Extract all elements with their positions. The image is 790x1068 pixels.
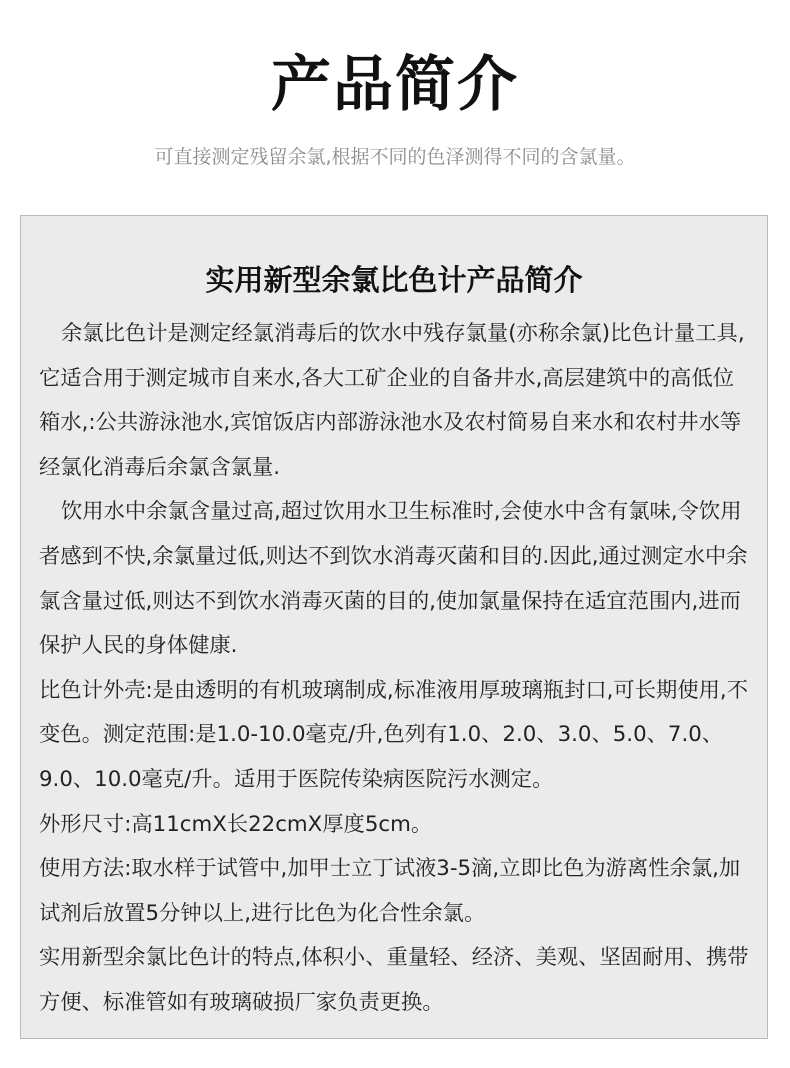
paragraph-features: 实用新型余氯比色计的特点,体积小、重量轻、经济、美观、坚固耐用、携带方便、标准管如有玻璃破损厂家负责更换。 — [39, 945, 749, 1015]
product-intro-card — [20, 215, 768, 1039]
card-content — [39, 312, 755, 1026]
card-title: 实用新型余氯比色计产品简介 — [205, 263, 583, 297]
paragraph-intro: 余氯比色计是测定经氯消毒后的饮水中残存氯量(亦称余氯)比色计量工具,它适合用于测定城市自来水,各大工矿企业的自备井水,高层建筑中的高低位箱水,:公共游泳池水,宾馆饭店内部游泳池水及农村简易自来水和农村井水等经氯化消毒后余氯含氯量. — [39, 321, 745, 480]
paragraph-health: 饮用水中余氯含量过高,超过饮用水卫生标准时,会使水中含有氯味,令饮用者感到不快,余氯量过低,则达不到饮水消毒灭菌和目的.因此,通过测定水中余氯含量过低,则达不到饮水消毒灭菌的目的,使加氯量保持在适宜范围内,进而保护人民的身体健康. — [39, 499, 748, 659]
page-subtitle: 可直接测定残留余氯,根据不同的色泽测得不同的含氯量。 — [154, 146, 636, 168]
paragraph-dimensions: 外形尺寸:高11cmX长22cmX厚度5cm。 — [39, 811, 433, 837]
page-title: 产品简介 — [271, 50, 519, 120]
paragraph-usage: 使用方法:取水样于试管中,加甲士立丁试液3-5滴,立即比色为游离性余氯,加试剂后放置5分钟以上,进行比色为化合性余氯。 — [39, 856, 741, 926]
paragraph-housing: 比色计外壳:是由透明的有机玻璃制成,标准液用厚玻璃瓶封口,可长期使用,不变色。测定范围:是1.0-10.0毫克/升,色列有1.0、2.0、3.0、5.0、7.0、9.0、10.0毫克/升。适用于医院传染病医院污水测定。 — [39, 677, 748, 792]
